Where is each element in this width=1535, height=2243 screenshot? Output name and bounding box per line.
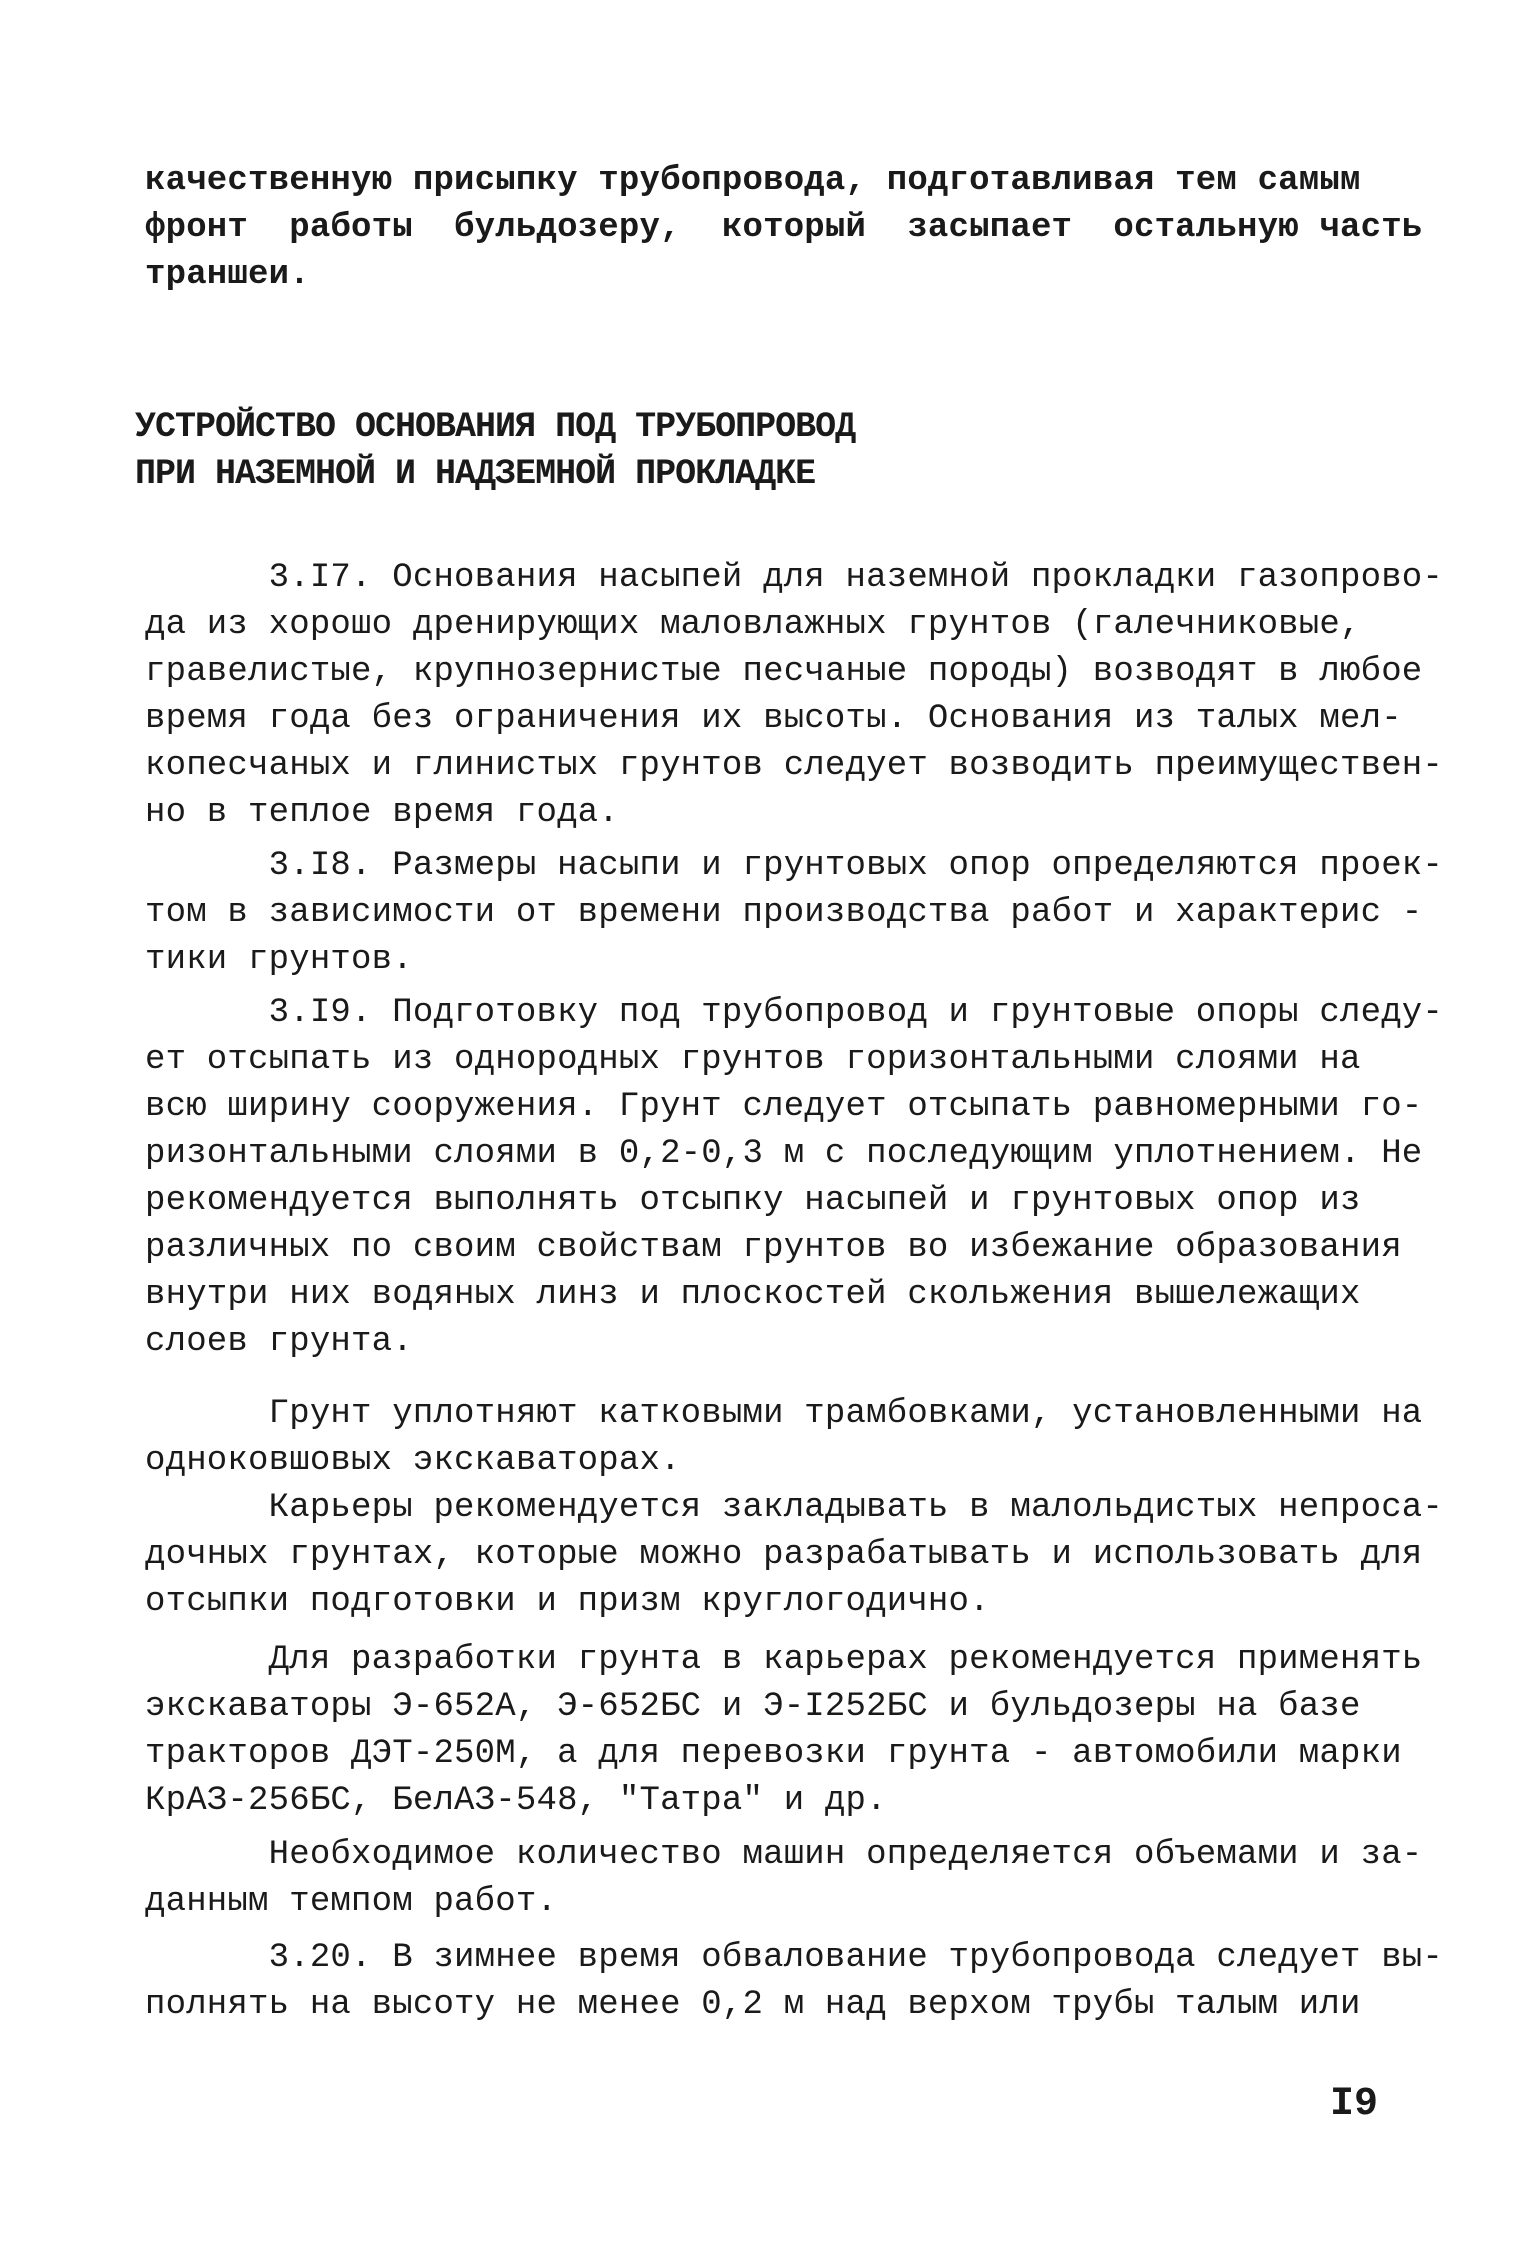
- intro-line: траншеи.: [145, 256, 310, 294]
- body-line: копесчаных и глинистых грунтов следует возводить преимуществен-: [145, 747, 1444, 785]
- body-line: ет отсыпать из однородных грунтов горизонтальными слоями на: [145, 1041, 1361, 1079]
- body-line: 3.I9. Подготовку под трубопровод и грунтовые опоры следу-: [145, 994, 1444, 1032]
- body-line: Для разработки грунта в карьерах рекомендуется применять: [145, 1641, 1423, 1679]
- body-line: том в зависимости от времени производства работ и характерис -: [145, 894, 1423, 932]
- body-line: одноковшовых экскаваторах.: [145, 1442, 681, 1480]
- body-line: 3.I7. Основания насыпей для наземной прокладки газопрово-: [145, 559, 1444, 597]
- heading-line: УСТРОЙСТВО ОСНОВАНИЯ ПОД ТРУБОПРОВОД: [135, 407, 856, 447]
- body-line: но в теплое время года.: [145, 794, 619, 832]
- body-line: тракторов ДЭТ-250М, а для перевозки грунта - автомобили марки: [145, 1735, 1402, 1773]
- intro-line: качественную присыпку трубопровода, подготавливая тем самым: [145, 162, 1361, 200]
- heading-line: ПРИ НАЗЕМНОЙ И НАДЗЕМНОЙ ПРОКЛАДКЕ: [135, 454, 816, 494]
- body-line: различных по своим свойствам грунтов во избежание образования: [145, 1229, 1402, 1267]
- page-number: I9: [1330, 2082, 1379, 2127]
- body-line: время года без ограничения их высоты. Основания из талых мел-: [145, 700, 1402, 738]
- body-line: дочных грунтах, которые можно разрабатывать и использовать для: [145, 1536, 1423, 1574]
- intro-line: фронт работы бульдозеру, который засыпает остальную часть: [145, 209, 1423, 247]
- body-line: Необходимое количество машин определяется объемами и за-: [145, 1836, 1423, 1874]
- body-line: 3.20. В зимнее время обвалование трубопровода следует вы-: [145, 1939, 1444, 1977]
- body-line: отсыпки подготовки и призм круглогодично.: [145, 1583, 990, 1621]
- body-line: да из хорошо дренирующих маловлажных грунтов (галечниковые,: [145, 606, 1361, 644]
- body-line: Грунт уплотняют катковыми трамбовками, установленными на: [145, 1395, 1423, 1433]
- body-line: полнять на высоту не менее 0,2 м над верхом трубы талым или: [145, 1986, 1361, 2024]
- body-line: КрАЗ-256БС, БелАЗ-548, "Татра" и др.: [145, 1782, 887, 1820]
- body-line: рекомендуется выполнять отсыпку насыпей и грунтовых опор из: [145, 1182, 1361, 1220]
- body-line: 3.I8. Размеры насыпи и грунтовых опор определяются проек-: [145, 847, 1444, 885]
- body-line: тики грунтов.: [145, 941, 413, 979]
- body-line: данным темпом работ.: [145, 1883, 558, 1921]
- body-line: внутри них водяных линз и плоскостей скольжения вышележащих: [145, 1276, 1361, 1314]
- body-line: экскаваторы Э-652А, Э-652БС и Э-I252БС и бульдозеры на базе: [145, 1688, 1361, 1726]
- body-line: всю ширину сооружения. Грунт следует отсыпать равномерными го-: [145, 1088, 1423, 1126]
- body-line: гравелистые, крупнозернистые песчаные породы) возводят в любое: [145, 653, 1423, 691]
- body-line: ризонтальными слоями в 0,2-0,3 м с последующим уплотнением. Не: [145, 1135, 1423, 1173]
- body-line: слоев грунта.: [145, 1323, 413, 1361]
- body-line: Карьеры рекомендуется закладывать в малольдистых непроса-: [145, 1489, 1444, 1527]
